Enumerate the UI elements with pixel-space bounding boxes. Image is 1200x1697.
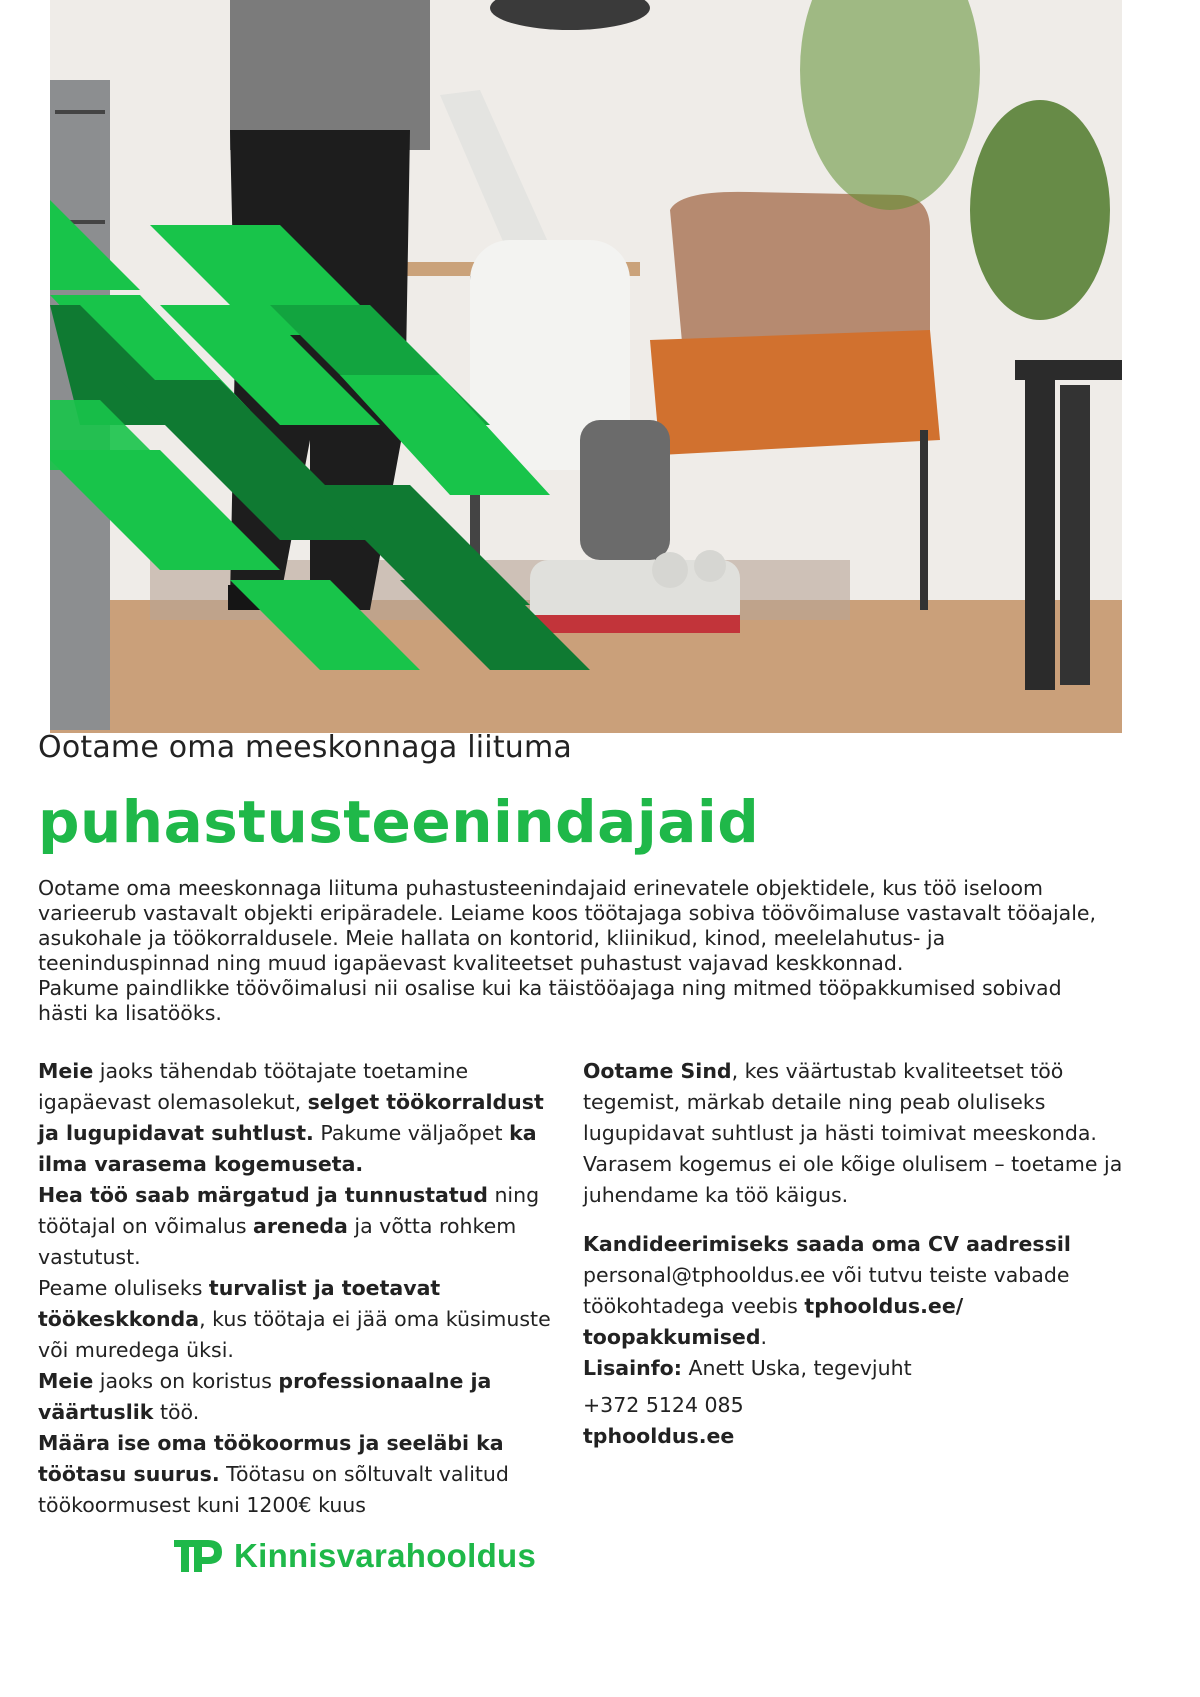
benefits-column	[38, 1056, 558, 1521]
phone-number: +372 5124 085	[583, 1393, 744, 1417]
candidate-paragraph: Ootame Sind, kes väärtustab kvaliteetset töö tegemist, märkab detaile ning peab oluliseks lugupidavat suhtlust ja hästi toimivat meeskonda. Varasem kogemus ei ole kõige olulisem – toetame ja juhendame ka töö käigus.	[583, 1059, 1123, 1207]
benefit-paragraph: Määra ise oma töökoormus ja seeläbi ka töötasu suurus. Töötasu on sõltuvalt valitud töökoormusest kuni 1200€ kuus	[38, 1431, 509, 1517]
intro-line: Ootame oma meeskonnaga liituma	[38, 730, 573, 765]
hero-image	[50, 0, 1122, 733]
candidate-column	[583, 1056, 1123, 1452]
benefit-paragraph: Meie jaoks tähendab töötajate toetamine igapäevast olemasolekut, selget töökorraldust ja lugupidavat suhtlust. Pakume väljaõpet ka ilma varasema kogemuseta.	[38, 1059, 544, 1176]
description-paragraph: Pakume paindlikke töövõimalusi nii osalise kui ka täistööajaga ning mitmed tööpakkumised sobivad hästi ka lisatööks.	[38, 976, 1062, 1025]
description-paragraph: Ootame oma meeskonnaga liituma puhastusteenindajaid erinevatele objektidele, kus töö iseloom varieerub vastavalt objekti eripäradele. Leiame koos töötajaga sobiva töövõimaluse vastavalt tööajale, asukohale ja töökorraldusele. Meie hallata on kontorid, kliinikud, kinod, meelelahutus- ja teeninduspinnad ning muud igapäevast kvaliteetset puhastust vajavad keskkonnad.	[38, 876, 1097, 975]
jobs-link[interactable]: tphooldus.ee/ toopakkumised	[583, 1294, 964, 1349]
website-link[interactable]: tphooldus.ee	[583, 1424, 735, 1448]
contact-info: Lisainfo: Anett Uska, tegevjuht	[583, 1356, 912, 1380]
benefit-paragraph: Hea töö saab märgatud ja tunnustatud ning töötajal on võimalus areneda ja võtta rohkem vastutust.	[38, 1183, 540, 1269]
benefit-paragraph: Meie jaoks on koristus professionaalne ja väärtuslik töö.	[38, 1369, 492, 1424]
green-diagonal-stripes-icon	[50, 200, 690, 700]
apply-heading: Kandideerimiseks saada oma CV aadressil	[583, 1232, 1071, 1256]
company-logo	[172, 1537, 536, 1575]
apply-paragraph: personal@tphooldus.ee või tutvu teiste vabade töökohtadega veebis tphooldus.ee/ toopakkumised.	[583, 1263, 1070, 1349]
job-description	[38, 876, 1118, 1026]
page-title: puhastusteenindajaid	[38, 788, 760, 856]
logo-text: Kinnisvarahooldus	[234, 1537, 537, 1574]
benefit-paragraph: Peame oluliseks turvalist ja toetavat töökeskkonda, kus töötaja ei jää oma küsimuste või muredega üksi.	[38, 1276, 551, 1362]
email-link[interactable]: personal@tphooldus.ee	[583, 1263, 826, 1287]
tp-logo-icon	[172, 1537, 224, 1575]
